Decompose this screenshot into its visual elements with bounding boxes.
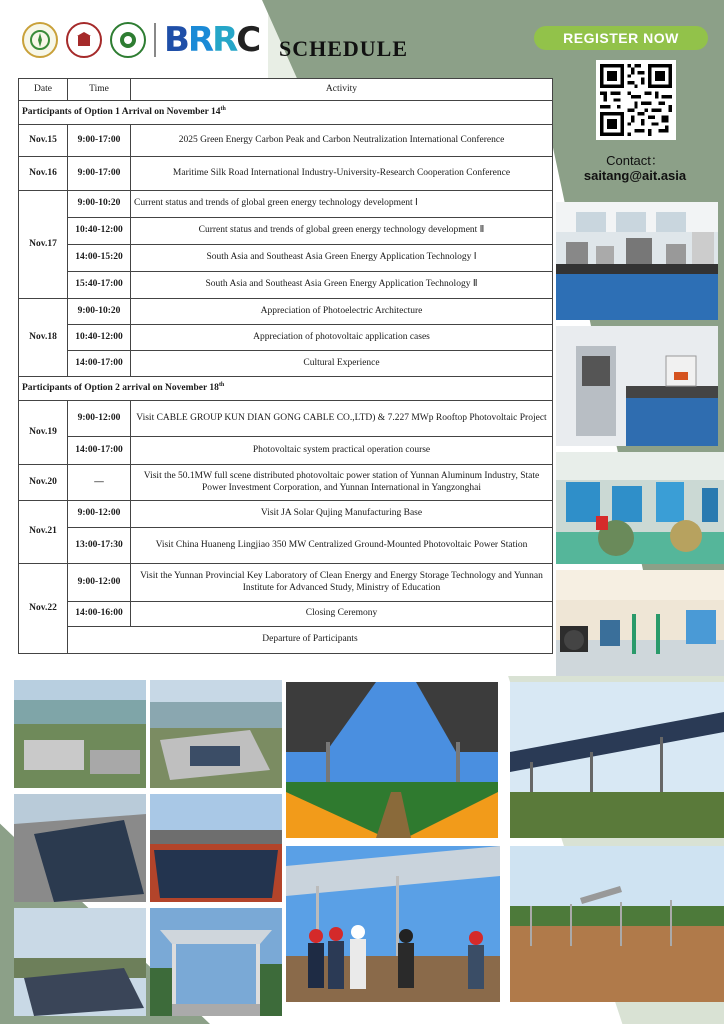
qr-code <box>596 60 676 140</box>
date-cell: Nov.19 <box>19 401 68 465</box>
activity-cell: Visit JA Solar Qujing Manufacturing Base <box>131 501 553 528</box>
register-now-button[interactable]: REGISTER NOW <box>534 26 708 50</box>
table-header-row <box>19 79 553 101</box>
table-row <box>19 191 553 218</box>
university-logo-2 <box>66 22 102 58</box>
section-option1: Participants of Option 1 Arrival on November 14th <box>19 101 553 125</box>
photo-aerial-industrial-1 <box>14 680 146 788</box>
activity-cell: Visit CABLE GROUP KUN DIAN GONG CABLE CO.,LTD) & 7.227 MWp Rooftop Photovoltaic Project <box>131 401 553 437</box>
table-row <box>19 351 553 377</box>
table-row <box>19 245 553 272</box>
time-cell: 14:00-17:00 <box>68 351 131 377</box>
photo-laboratory-2 <box>556 326 718 446</box>
time-cell: 9:00-10:20 <box>68 191 131 218</box>
activity-cell: Visit the Yunnan Provincial Key Laboratory of Clean Energy and Energy Storage Technology and Yunnan Institute for Advanced Study, Ministry of Education <box>131 564 553 602</box>
page-title: SCHEDULE <box>279 36 409 61</box>
header-activity: Activity <box>131 79 553 101</box>
time-cell: — <box>68 465 131 501</box>
time-cell: 9:00-10:20 <box>68 299 131 325</box>
photo-agrivoltaic-flowers <box>286 682 498 838</box>
schedule-table-container <box>18 78 552 654</box>
date-cell: Nov.21 <box>19 501 68 564</box>
brrc-logo: BRRC <box>164 20 260 60</box>
time-cell: 9:00-17:00 <box>68 125 131 157</box>
table-row <box>19 125 553 157</box>
photo-aerial-industrial-2 <box>150 680 282 788</box>
photo-laboratory-1 <box>556 202 718 320</box>
activity-cell: Appreciation of photovoltaic application cases <box>131 325 553 351</box>
table-row <box>19 437 553 465</box>
time-cell: 14:00-17:00 <box>68 437 131 465</box>
time-cell: 14:00-16:00 <box>68 602 131 627</box>
table-row <box>19 299 553 325</box>
table-row <box>19 627 553 654</box>
time-cell: 9:00-17:00 <box>68 157 131 191</box>
activity-cell: South Asia and Southeast Asia Green Energy Application Technology Ⅱ <box>131 272 553 299</box>
table-row <box>19 564 553 602</box>
section-option2: Participants of Option 2 arrival on November 18th <box>19 377 553 401</box>
activity-cell: Current status and trends of global green energy technology development Ⅱ <box>131 218 553 245</box>
university-logo-3 <box>110 22 146 58</box>
schedule-table <box>18 78 553 654</box>
activity-cell: Closing Ceremony <box>131 602 553 627</box>
table-row <box>19 602 553 627</box>
section-row-option2 <box>19 377 553 401</box>
activity-cell: Visit China Huaneng Lingjiao 350 MW Centralized Ground-Mounted Photovoltaic Power Station <box>131 528 553 564</box>
time-cell: 14:00-15:20 <box>68 245 131 272</box>
time-cell: 9:00-12:00 <box>68 564 131 602</box>
table-row <box>19 218 553 245</box>
table-row <box>19 157 553 191</box>
contact-email[interactable]: saitang@ait.asia <box>583 168 687 183</box>
date-cell: Nov.16 <box>19 157 68 191</box>
photo-rooftop-solar-3 <box>14 908 146 1016</box>
logo-separator <box>154 23 156 57</box>
activity-cell: Current status and trends of global green energy technology development Ⅰ <box>131 191 553 218</box>
photo-rooftop-solar-2 <box>150 794 282 902</box>
table-row <box>19 401 553 437</box>
activity-cell: South Asia and Southeast Asia Green Energy Application Technology Ⅰ <box>131 245 553 272</box>
activity-cell: Maritime Silk Road International Industry-University-Research Cooperation Conference <box>131 157 553 191</box>
departure-cell: Departure of Participants <box>68 627 553 654</box>
header-time: Time <box>68 79 131 101</box>
header-date: Date <box>19 79 68 101</box>
activity-cell: 2025 Green Energy Carbon Peak and Carbon Neutralization International Conference <box>131 125 553 157</box>
section-row-option1 <box>19 101 553 125</box>
photo-solar-mounting-field <box>510 846 724 1002</box>
date-cell: Nov.15 <box>19 125 68 157</box>
contact-label: Contact： <box>606 153 664 168</box>
activity-cell: Cultural Experience <box>131 351 553 377</box>
time-cell: 15:40-17:00 <box>68 272 131 299</box>
table-row <box>19 325 553 351</box>
logo-bar <box>22 18 259 62</box>
table-row <box>19 272 553 299</box>
date-cell: Nov.17 <box>19 191 68 299</box>
activity-cell: Photovoltaic system practical operation course <box>131 437 553 465</box>
table-row <box>19 501 553 528</box>
photo-rooftop-solar-1 <box>14 794 146 902</box>
date-cell: Nov.18 <box>19 299 68 377</box>
photo-solar-greenhouse <box>510 682 724 838</box>
time-cell: 10:40-12:00 <box>68 218 131 245</box>
photo-site-visit-group <box>286 846 500 1002</box>
photo-cable-factory <box>556 452 724 564</box>
time-cell: 13:00-17:30 <box>68 528 131 564</box>
photo-factory-hall <box>556 570 724 676</box>
date-cell: Nov.20 <box>19 465 68 501</box>
table-row <box>19 465 553 501</box>
photo-solar-carport <box>150 908 282 1016</box>
table-row <box>19 528 553 564</box>
date-cell: Nov.22 <box>19 564 68 654</box>
time-cell: 9:00-12:00 <box>68 401 131 437</box>
activity-cell: Appreciation of Photoelectric Architecture <box>131 299 553 325</box>
time-cell: 10:40-12:00 <box>68 325 131 351</box>
activity-cell: Visit the 50.1MW full scene distributed photovoltaic power station of Yunnan Aluminum Industry, State Power Investment Corporation, and Yunnan International in Yangzonghai <box>131 465 553 501</box>
time-cell: 9:00-12:00 <box>68 501 131 528</box>
university-logo-1 <box>22 22 58 58</box>
